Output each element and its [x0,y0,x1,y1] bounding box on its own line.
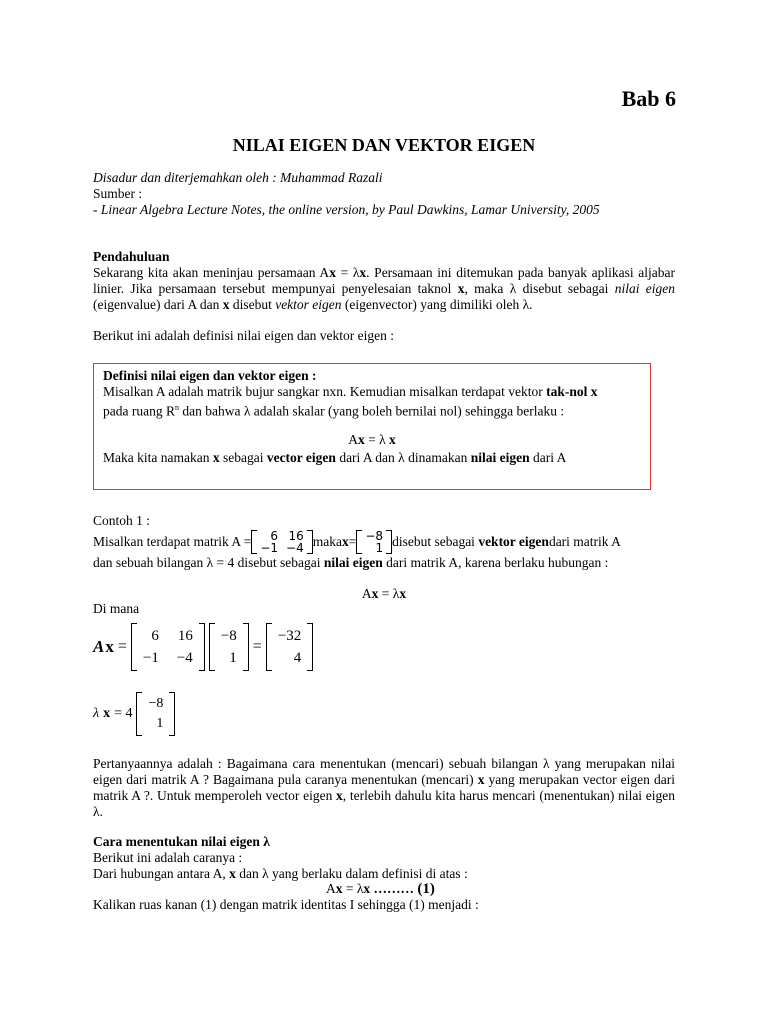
method-line-1: Berikut ini adalah caranya : [93,850,243,865]
result-vector: −32 4 [266,623,313,671]
example-line-2: dan sebuah bilangan λ = 4 disebut sebagai nilai eigen dari matrik A, karena berlaku hubungan : [93,555,609,570]
definition-equation: Ax = λ x [348,432,396,447]
source-label: Sumber : [93,186,143,201]
author-credit: Disadur dan diterjemahkan oleh : Muhammad Razali [93,170,383,185]
example-line-1: Misalkan terdapat matrik A = 6 16 −1 −4 maka x = −8 1 disebut sebagai vektor eigen dari matrik A [93,529,621,555]
ax-product-equation: A x = 6 16 −1 −4 −8 1 = −32 4 [93,623,317,671]
intro-heading: Pendahuluan [93,249,170,264]
lambda-x-equation: λ x = 4 −8 1 [93,692,179,736]
matrix-a-inline: 6 16 −1 −4 [251,530,312,554]
intro-paragraph: Sekarang kita akan meninjau persamaan Ax = λx. Persamaan ini ditemukan pada banyak aplikasi aljabar linier. Jika persamaan tersebut mempunyai penyelesaian taknol x, maka λ disebut sebagai nilai eigen (eigenvalue) dari A dan x disebut vektor eigen (eigenvector) yang dimiliki oleh λ. [93,265,675,312]
matrix-a: 6 16 −1 −4 [131,623,205,671]
method-heading: Cara menentukan nilai eigen λ [93,834,270,849]
definition-heading: Definisi nilai eigen dan vektor eigen : [103,368,317,383]
vector-x-inline: −8 1 [356,530,392,554]
page-title: NILAI EIGEN DAN VEKTOR EIGEN [232,135,536,155]
example-equation: Ax = λx [361,586,407,601]
vector-x-scaled: −8 1 [136,692,175,736]
definition-line-1: Misalkan A adalah matrik bujur sangkar nxn. Kemudian misalkan terdapat vektor tak-nol x [103,384,598,399]
definition-box [93,363,651,490]
method-line-2: Dari hubungan antara A, x dan λ yang berlaku dalam definisi di atas : [93,866,468,881]
vector-x: −8 1 [209,623,249,671]
chapter-number: Bab 6 [621,86,676,111]
definition-intro: Berikut ini adalah definisi nilai eigen dan vektor eigen : [93,328,395,343]
question-paragraph: Pertanyaannya adalah : Bagaimana cara menentukan (mencari) sebuah bilangan λ yang merupakan nilai eigen dari matrik A ? Bagaimana pula caranya menentukan (mencari) x yang merupakan vector eigen dari matrik A ?. Untuk memperoleh vector eigen x, terlebih dahulu kita harus mencari (menentukan) nilai eigen λ. [93,756,676,819]
source-reference: - Linear Algebra Lecture Notes, the online version, by Paul Dawkins, Lamar University, 2005 [93,202,600,217]
dimana-label: Di mana [93,601,140,616]
example-label: Contoh 1 : [93,513,151,528]
equation-1: Ax = λx ……… (1) [326,881,435,897]
definition-line-4: Maka kita namakan x sebagai vector eigen dari A dan λ dinamakan nilai eigen dari A [103,450,567,465]
method-line-4: Kalikan ruas kanan (1) dengan matrik identitas I sehingga (1) menjadi : [93,897,479,912]
definition-line-2: pada ruang $R^n$ dan bahwa λ adalah skalar (yang boleh bernilai nol) sehingga berlaku : [103,403,565,419]
